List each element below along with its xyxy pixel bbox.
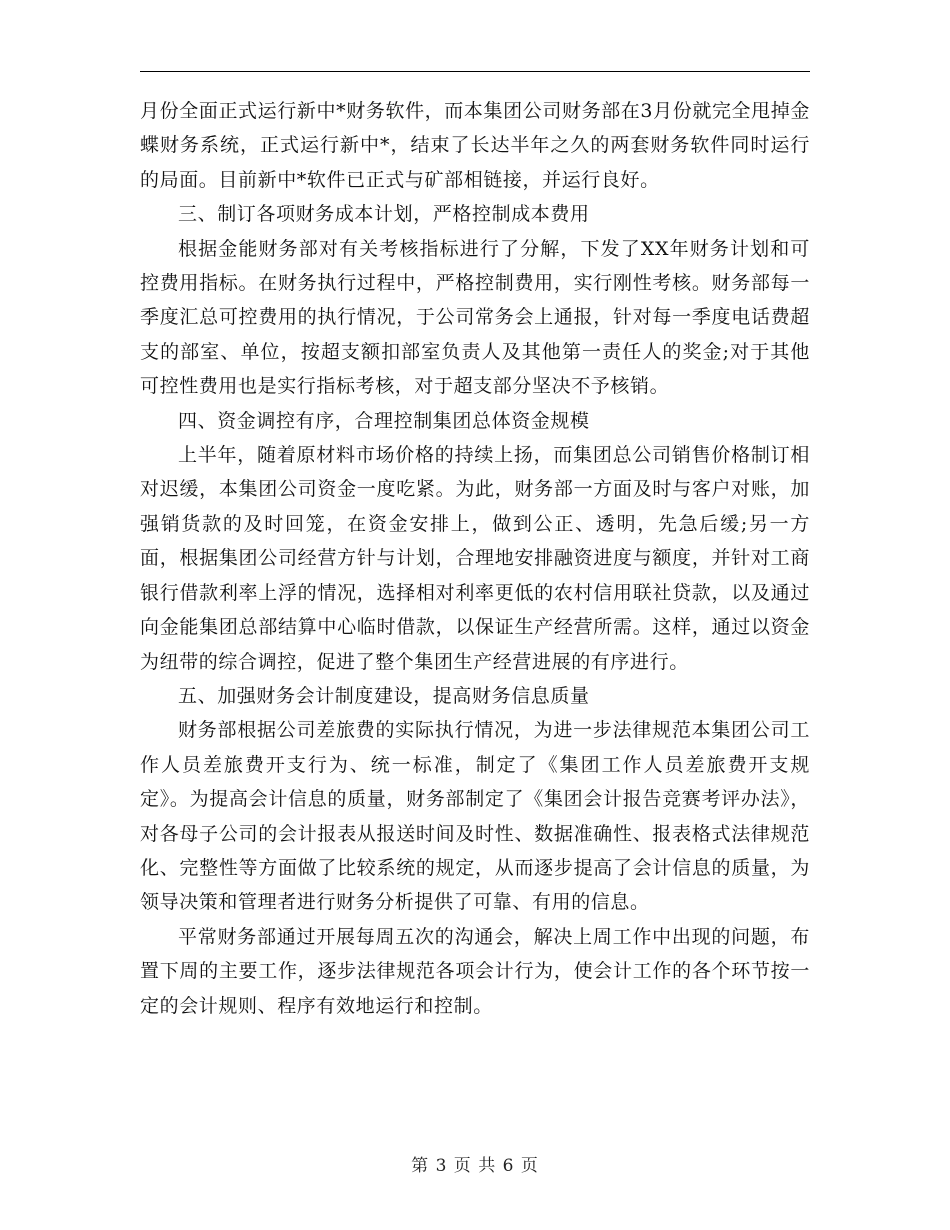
header-rule [140, 71, 810, 72]
page-number-footer: 第 3 页 共 6 页 [411, 1156, 539, 1176]
document-body [140, 94, 810, 1023]
paragraph-fund-control: 上半年，随着原材料市场价格的持续上扬，而集团总公司销售价格制订相对迟缓，本集团公司资金一度吃紧。为此，财务部一方面及时与客户对账，加强销货款的及时回笼，在资金安排上，做到公正、透明，先急后缓;另一方面，根据集团公司经营方针与计划，合理地安排融资进度与额度，并针对工商银行借款利率上浮的情况，选择相对利率更低的农村信用联社贷款，以及通过向金能集团总部结算中心临时借款，以保证生产经营所需。这样，通过以资金为纽带的综合调控，促进了整个集团生产经营进展的有序进行。 [140, 444, 810, 673]
section-heading-5: 五、加强财务会计制度建设，提高财务信息质量 [178, 684, 590, 707]
paragraph-weekly-meeting: 平常财务部通过开展每周五次的沟通会，解决上周工作中出现的问题，布置下周的主要工作，逐步法律规范各项会计行为，使会计工作的各个环节按一定的会计规则、程序有效地运行和控制。 [140, 925, 810, 1017]
paragraph-cost-control: 根据金能财务部对有关考核指标进行了分解，下发了XX年财务计划和可控费用指标。在财务执行过程中，严格控制费用，实行刚性考核。财务部每一季度汇总可控费用的执行情况，于公司常务会上通报，针对每一季度电话费超支的部室、单位，按超支额扣部室负责人及其他第一责任人的奖金;对于其他可控性费用也是实行指标考核，对于超支部分坚决不予核销。 [140, 237, 810, 398]
section-heading-3: 三、制订各项财务成本计划，严格控制成本费用 [178, 203, 590, 226]
paragraph-continued: 月份全面正式运行新中*财务软件，而本集团公司财务部在3月份就完全甩掉金蝶财务系统，正式运行新中*，结束了长达半年之久的两套财务软件同时运行的局面。目前新中*软件已正式与矿部相链接，并运行良好。 [140, 100, 810, 191]
paragraph-accounting-system: 财务部根据公司差旅费的实际执行情况，为进一步法律规范本集团公司工作人员差旅费开支行为、统一标准，制定了《集团工作人员差旅费开支规定》。为提高会计信息的质量，财务部制定了《集团会计报告竞赛考评办法》，对各母子公司的会计报表从报送时间及时性、数据准确性、报表格式法律规范化、完整性等方面做了比较系统的规定，从而逐步提高了会计信息的质量，为领导决策和管理者进行财务分析提供了可靠、有用的信息。 [140, 719, 810, 914]
section-heading-4: 四、资金调控有序，合理控制集团总体资金规模 [178, 409, 590, 432]
